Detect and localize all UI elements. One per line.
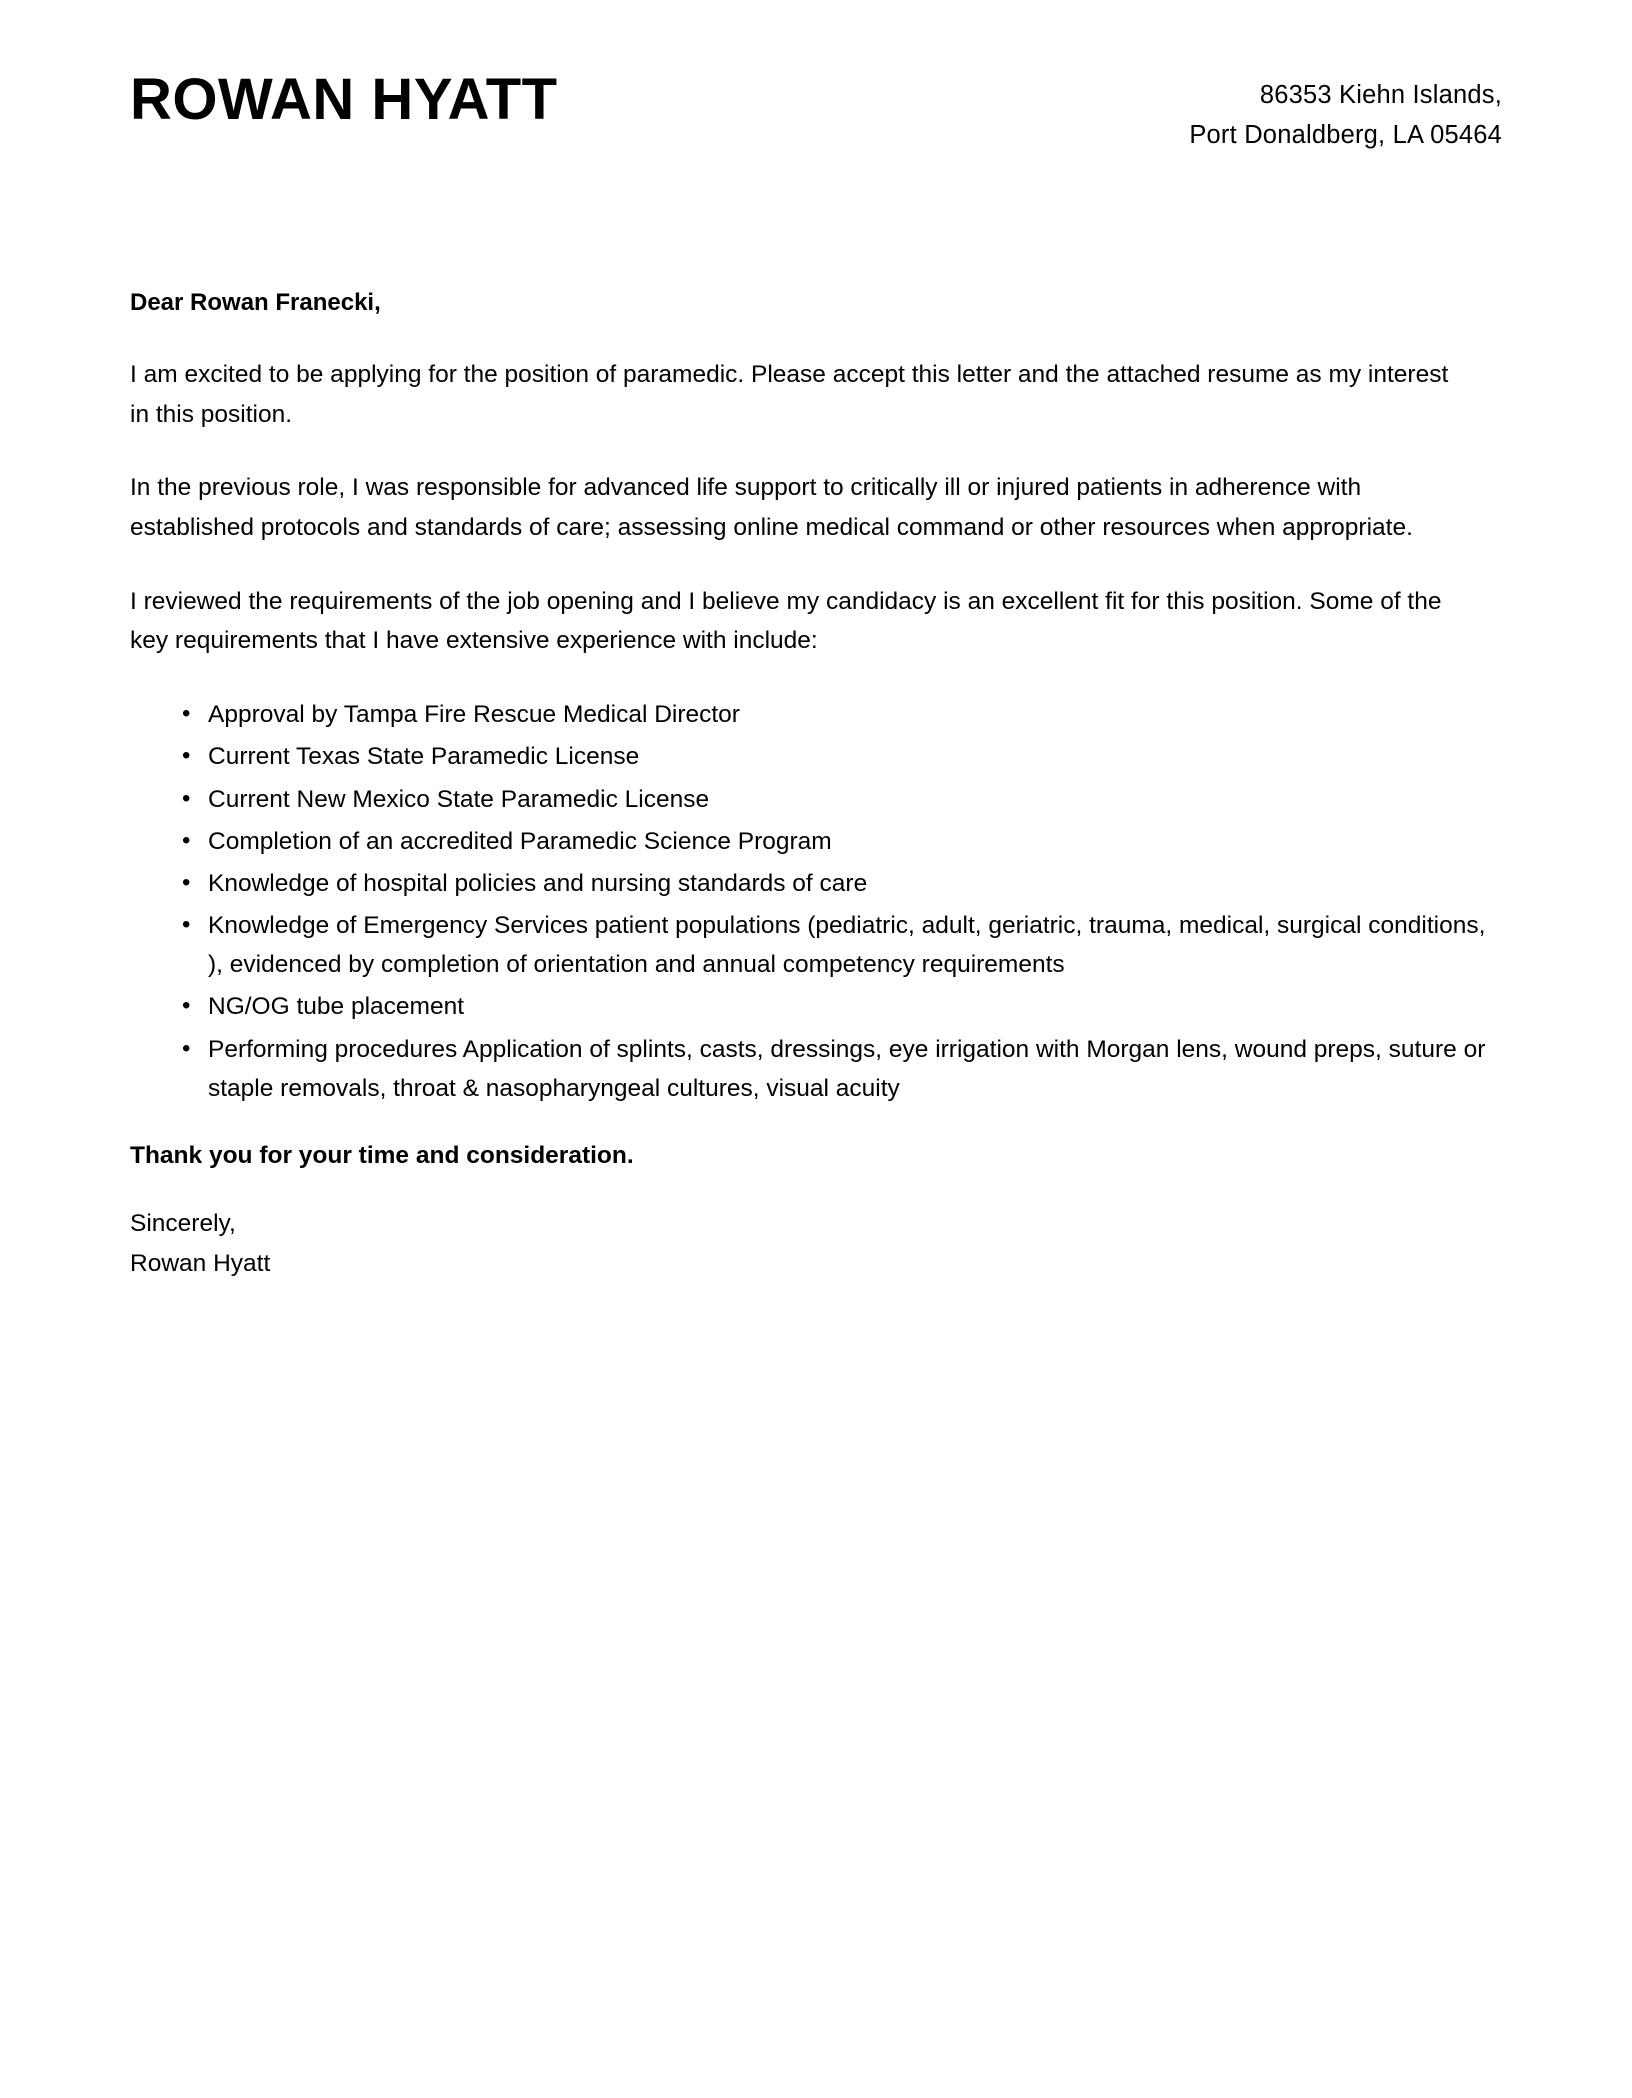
sender-address (1189, 76, 1502, 155)
paragraph-intro: I am excited to be applying for the position of paramedic. Please accept this letter and the attached resume as my interest in this position. (130, 361, 1449, 428)
salutation: Dear Rowan Franecki, (130, 289, 381, 317)
requirements-list (130, 695, 1498, 1108)
list-item: • Current Texas State Paramedic License (178, 737, 1498, 776)
address-line-2: Port Donaldberg, LA 05464 (1189, 120, 1502, 149)
list-item: • Performing procedures Application of splints, casts, dressings, eye irrigation with Morgan lens, wound preps, suture or staple removals, throat & nasopharyngeal cultures, visual acuity (178, 1030, 1498, 1108)
letter-body (130, 289, 1502, 1283)
sender-name: ROWAN HYATT (130, 67, 558, 132)
closing-block (130, 1204, 1502, 1283)
list-item: • Knowledge of Emergency Services patient populations (pediatric, adult, geriatric, trauma, medical, surgical conditions, ), evidenced by completion of orientation and annual competency requirements (178, 906, 1498, 984)
closing-word: Sincerely, (130, 1210, 236, 1238)
paragraph-experience: In the previous role, I was responsible for advanced life support to critically ill or injured patients in adherence with established protocols and standards of care; assessing online medical command or other resources when appropriate. (130, 474, 1413, 542)
list-item: • Completion of an accredited Paramedic Science Program (178, 822, 1498, 861)
list-item: • NG/OG tube placement (178, 987, 1498, 1026)
list-item: • Approval by Tampa Fire Rescue Medical Director (178, 695, 1498, 734)
list-item: • Knowledge of hospital policies and nursing standards of care (178, 864, 1498, 903)
paragraph-requirements-intro: I reviewed the requirements of the job opening and I believe my candidacy is an excellent fit for this position. Some of the key requirements that I have extensive experience with include: (130, 587, 1442, 655)
letter-header (130, 58, 1502, 155)
thank-you-line: Thank you for your time and consideration. (130, 1142, 634, 1170)
list-item: • Current New Mexico State Paramedic License (178, 780, 1498, 819)
signature-name: Rowan Hyatt (130, 1249, 271, 1277)
address-line-1: 86353 Kiehn Islands, (1259, 81, 1502, 109)
